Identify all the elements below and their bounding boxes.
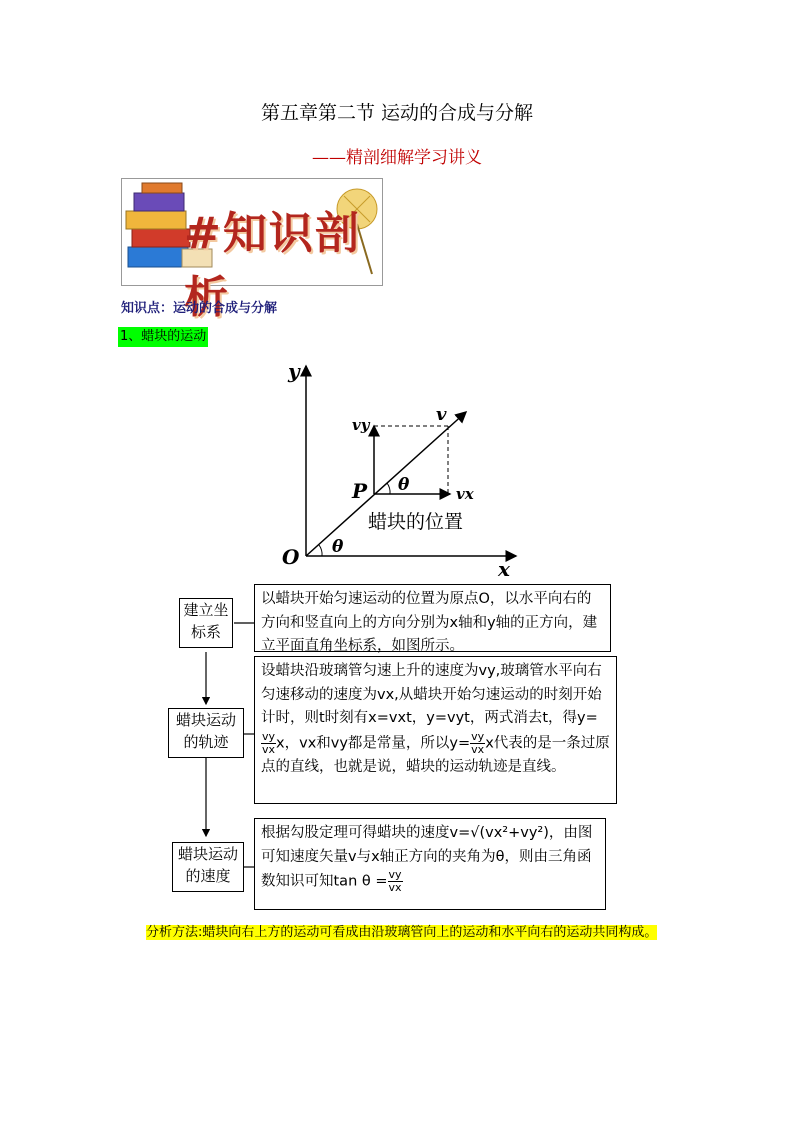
page-subtitle: ——精剖细解学习讲义 bbox=[312, 148, 482, 168]
vy-label: vy bbox=[352, 416, 370, 434]
trajectory-line bbox=[306, 412, 466, 556]
point-p-label: P bbox=[352, 479, 368, 503]
figure-caption: 蜡块的位置 bbox=[368, 511, 464, 533]
banner-hash: # bbox=[184, 208, 223, 259]
step2-label: 蜡块运动的轨迹 bbox=[168, 708, 244, 758]
step3-text-a: 根据勾股定理可得蜡块的速度v=√(vx²+vy²)，由图可知速度矢量v与x轴正方向的夹角为θ，则由三角函数知识可知tan θ = bbox=[261, 825, 593, 890]
v-label: v bbox=[436, 404, 447, 425]
step3-label: 蜡块运动的速度 bbox=[172, 842, 244, 892]
analysis-method: 分析方法:蜡块向右上方的运动可看成由沿玻璃管向上的运动和水平向右的运动共同构成。 bbox=[146, 925, 658, 940]
step2-frac-2: $\frac{vy}{vx}$ bbox=[471, 729, 485, 756]
step3-text bbox=[254, 818, 606, 910]
angle-arc-origin bbox=[319, 545, 322, 556]
origin-label: O bbox=[282, 545, 300, 569]
theta-p: θ bbox=[398, 475, 410, 495]
step2-text-b: x，vx和vy都是常量，所以y= bbox=[276, 735, 471, 751]
step2-text-a: 设蜡块沿玻璃管匀速上升的速度为vy,玻璃管水平向右匀速移动的速度为vx,从蜡块开始匀速运动的时刻开始计时，则t时刻有x=vxt，y=vyt，两式消去t，得y= bbox=[261, 663, 602, 726]
banner-text: 知识剖析 bbox=[184, 208, 361, 323]
step2-text bbox=[254, 656, 617, 804]
section-heading: 1、蜡块的运动 bbox=[118, 327, 208, 347]
step1-text: 以蜡块开始匀速运动的位置为原点O，以水平向右的方向和竖直向上的方向分别为x轴和y轴的正方向，建立平面直角坐标系，如图所示。 bbox=[254, 584, 611, 652]
x-label: x bbox=[498, 557, 510, 581]
step2-frac-1: $\frac{vy}{vx}$ bbox=[262, 729, 276, 756]
step3-frac: $\frac{vy}{vx}$ bbox=[388, 868, 402, 894]
knowledge-point-heading: 知识点：运动的合成与分解 bbox=[121, 301, 278, 316]
page-title: 第五章第二节 运动的合成与分解 bbox=[260, 102, 534, 124]
theta-origin: θ bbox=[332, 537, 344, 557]
angle-arc-p bbox=[387, 483, 390, 494]
step1-label: 建立坐标系 bbox=[179, 598, 233, 648]
vx-label: vx bbox=[456, 485, 474, 503]
y-label: y bbox=[288, 359, 300, 383]
step2-text-c: x代表的是一条过原点的直线，也就是说，蜡块的运动轨迹是直线。 bbox=[261, 735, 610, 775]
coordinate-figure bbox=[270, 360, 530, 580]
